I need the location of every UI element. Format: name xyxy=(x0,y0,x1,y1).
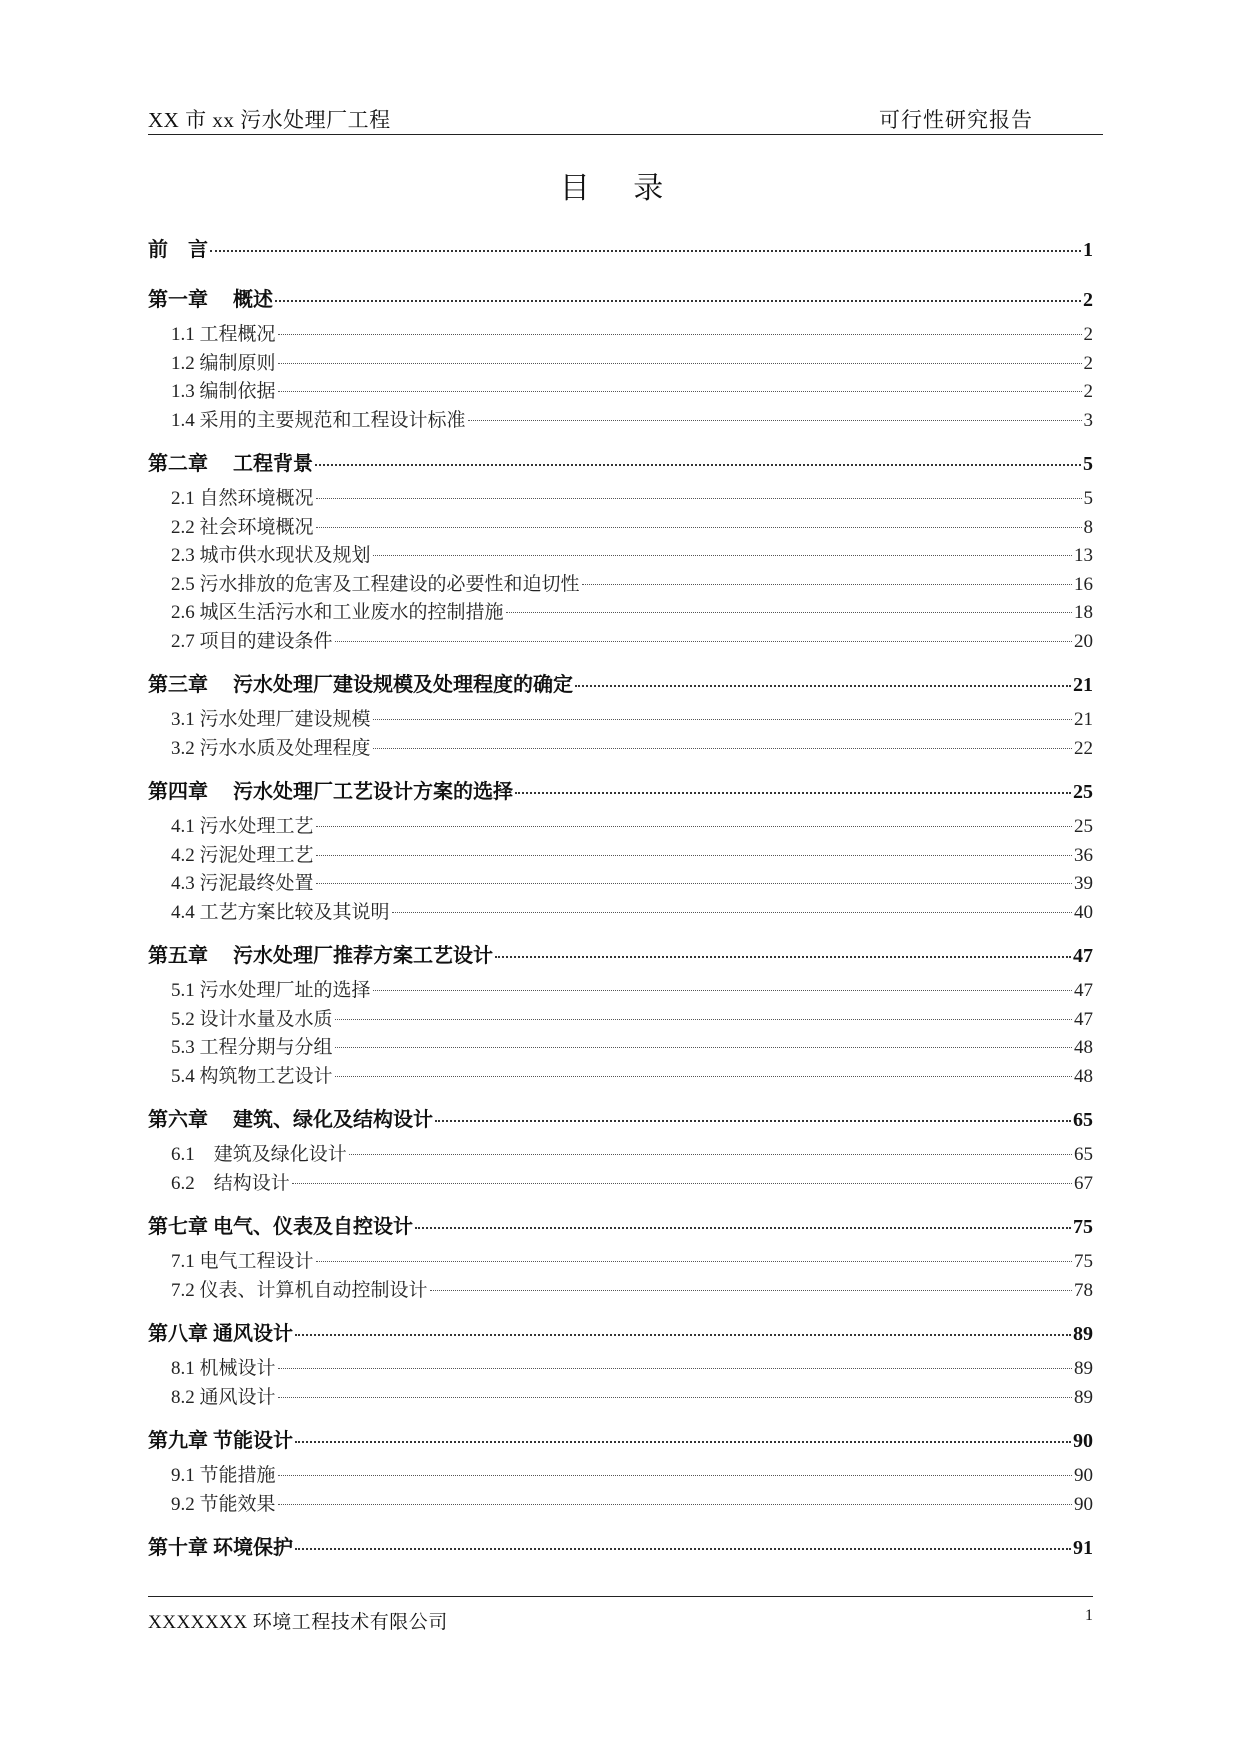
toc-title: 目 录 xyxy=(559,172,682,205)
dot-leader xyxy=(278,1503,1072,1505)
dot-leader xyxy=(278,333,1082,335)
toc-section-entry[interactable] xyxy=(148,350,1093,379)
toc-entry-label: 1.2 编制原则 xyxy=(171,352,276,374)
dot-leader xyxy=(415,1226,1071,1229)
toc-entry-label: 7.2 仪表、计算机自动控制设计 xyxy=(171,1279,428,1301)
toc-entry-label: 第三章 污水处理厂建设规模及处理程度的确定 xyxy=(148,674,573,696)
toc-entry-page: 2 xyxy=(1083,381,1093,402)
toc-chapter-entry[interactable] xyxy=(148,1313,1093,1355)
toc-section-entry[interactable] xyxy=(148,571,1093,600)
dot-leader xyxy=(316,526,1082,528)
dot-leader xyxy=(335,1075,1072,1077)
toc-entry-label: 2.2 社会环境概况 xyxy=(171,516,314,538)
toc-entry-page: 36 xyxy=(1074,844,1093,866)
toc-entry-page: 47 xyxy=(1074,1008,1093,1030)
toc-entry-page: 65 xyxy=(1073,1109,1093,1131)
dot-leader xyxy=(278,1367,1072,1369)
toc-entry-label: 8.2 通风设计 xyxy=(171,1386,276,1408)
toc-entry-label: 第四章 污水处理厂工艺设计方案的选择 xyxy=(148,781,513,803)
page-header xyxy=(148,100,1103,135)
toc-section-entry[interactable] xyxy=(148,407,1093,436)
dot-leader xyxy=(373,718,1072,720)
toc-entry-label: 5.4 构筑物工艺设计 xyxy=(171,1065,333,1087)
toc-entry-page: 1 xyxy=(1083,239,1093,261)
toc-chapter-entry[interactable] xyxy=(148,1206,1093,1248)
toc-entry-label: 5.3 工程分期与分组 xyxy=(171,1037,333,1058)
toc-entry-page: 22 xyxy=(1074,737,1093,759)
dot-leader xyxy=(430,1289,1072,1291)
dot-leader xyxy=(316,497,1082,499)
toc-entry-label: 9.2 节能效果 xyxy=(171,1493,276,1515)
toc-section-entry[interactable] xyxy=(148,1170,1093,1199)
dot-leader xyxy=(373,989,1072,991)
dot-leader xyxy=(295,1333,1071,1336)
header-project-title: XX 市 xx 污水处理厂工程 xyxy=(148,108,391,132)
toc-section-entry[interactable] xyxy=(148,599,1093,628)
toc-entry-page: 90 xyxy=(1074,1465,1093,1486)
toc-entry-page: 89 xyxy=(1074,1358,1093,1379)
toc-entry-label: 第一章 概述 xyxy=(148,289,273,311)
toc-section-entry[interactable] xyxy=(148,1063,1093,1092)
dot-leader xyxy=(295,1547,1071,1550)
toc-chapter-entry[interactable] xyxy=(148,1527,1093,1569)
toc-entry-page: 39 xyxy=(1074,873,1093,894)
dot-leader xyxy=(373,747,1072,749)
toc-entry-label: 2.6 城区生活污水和工业废水的控制措施 xyxy=(171,602,504,623)
toc-entry-page: 75 xyxy=(1074,1251,1093,1272)
toc-entry-label: 6.1 建筑及绿化设计 xyxy=(171,1144,347,1165)
toc-entry-label: 4.1 污水处理工艺 xyxy=(171,816,314,837)
table-of-contents xyxy=(148,229,1093,1569)
toc-chapter-entry[interactable] xyxy=(148,279,1093,321)
toc-chapter-entry[interactable] xyxy=(148,1420,1093,1462)
toc-section-entry[interactable] xyxy=(148,514,1093,543)
toc-entry-label: 第八章 通风设计 xyxy=(148,1323,293,1345)
toc-section-entry[interactable] xyxy=(148,977,1093,1006)
toc-entry-label: 第二章 工程背景 xyxy=(148,453,313,475)
toc-section-entry[interactable] xyxy=(148,1355,1093,1384)
toc-entry-label: 第七章 电气、仪表及自控设计 xyxy=(148,1216,413,1238)
toc-entry-page: 48 xyxy=(1074,1065,1093,1087)
toc-entry-page: 78 xyxy=(1074,1279,1093,1301)
toc-entry-label: 4.3 污泥最终处置 xyxy=(171,873,314,894)
toc-section-entry[interactable] xyxy=(148,870,1093,899)
toc-entry-label: 3.2 污水水质及处理程度 xyxy=(171,737,371,759)
toc-section-entry[interactable] xyxy=(148,1462,1093,1491)
toc-entry-label: 9.1 节能措施 xyxy=(171,1465,276,1486)
dot-leader xyxy=(435,1119,1071,1122)
toc-entry-page: 2 xyxy=(1083,352,1093,374)
dot-leader xyxy=(295,1440,1071,1443)
toc-section-entry[interactable] xyxy=(148,1384,1093,1413)
dot-leader xyxy=(349,1153,1072,1155)
toc-entry-label: 2.5 污水排放的危害及工程建设的必要性和迫切性 xyxy=(171,573,580,595)
toc-entry-page: 91 xyxy=(1073,1537,1093,1559)
toc-entry-page: 20 xyxy=(1074,630,1093,652)
toc-section-entry[interactable] xyxy=(148,1277,1093,1306)
toc-section-entry[interactable] xyxy=(148,899,1093,928)
dot-leader xyxy=(506,611,1072,613)
dot-leader xyxy=(515,791,1071,794)
footer-company: XXXXXXX 环境工程技术有限公司 xyxy=(148,1612,448,1633)
dot-leader xyxy=(316,1260,1072,1262)
toc-entry-page: 18 xyxy=(1074,602,1093,623)
dot-leader xyxy=(335,1018,1072,1020)
toc-chapter-entry[interactable] xyxy=(148,664,1093,706)
toc-entry-label: 5.2 设计水量及水质 xyxy=(171,1008,333,1030)
toc-entry-label: 2.3 城市供水现状及规划 xyxy=(171,545,371,566)
toc-entry-page: 5 xyxy=(1083,453,1093,475)
toc-section-entry[interactable] xyxy=(148,485,1093,514)
dot-leader xyxy=(392,911,1072,913)
dot-leader xyxy=(292,1182,1072,1184)
toc-chapter-entry[interactable] xyxy=(148,771,1093,813)
dot-leader xyxy=(278,1396,1072,1398)
toc-chapter-entry[interactable] xyxy=(148,935,1093,977)
toc-entry-page: 67 xyxy=(1074,1172,1093,1194)
toc-entry-label: 6.2 结构设计 xyxy=(171,1172,290,1194)
toc-entry-page: 65 xyxy=(1074,1144,1093,1165)
toc-entry-page: 3 xyxy=(1083,409,1093,431)
dot-leader xyxy=(335,640,1072,642)
toc-entry-label: 1.1 工程概况 xyxy=(171,324,276,345)
toc-section-entry[interactable] xyxy=(148,1248,1093,1277)
dot-leader xyxy=(316,825,1072,827)
toc-entry-label: 2.7 项目的建设条件 xyxy=(171,630,333,652)
toc-section-entry[interactable] xyxy=(148,378,1093,407)
toc-section-entry[interactable] xyxy=(148,1034,1093,1063)
toc-chapter-entry[interactable] xyxy=(148,1099,1093,1141)
toc-entry-label: 前 言 xyxy=(148,239,208,261)
toc-entry-page: 16 xyxy=(1074,573,1093,595)
toc-section-entry[interactable] xyxy=(148,1491,1093,1520)
toc-section-entry[interactable] xyxy=(148,542,1093,571)
toc-entry-label: 第五章 污水处理厂推荐方案工艺设计 xyxy=(148,945,493,967)
toc-entry-page: 25 xyxy=(1073,781,1093,803)
toc-section-entry[interactable] xyxy=(148,842,1093,871)
dot-leader xyxy=(582,583,1072,585)
toc-entry-page: 5 xyxy=(1083,488,1093,509)
dot-leader xyxy=(210,249,1081,252)
toc-section-entry[interactable] xyxy=(148,1006,1093,1035)
header-report-type: 可行性研究报告 xyxy=(879,108,1033,132)
dot-leader xyxy=(373,554,1072,556)
dot-leader xyxy=(278,1474,1072,1476)
toc-chapter-entry[interactable] xyxy=(148,229,1093,271)
toc-entry-page: 21 xyxy=(1074,709,1093,730)
toc-section-entry[interactable] xyxy=(148,813,1093,842)
page-footer xyxy=(148,1596,1093,1637)
toc-entry-label: 7.1 电气工程设计 xyxy=(171,1251,314,1272)
toc-entry-label: 第六章 建筑、绿化及结构设计 xyxy=(148,1109,433,1131)
toc-entry-page: 21 xyxy=(1073,674,1093,696)
toc-entry-label: 2.1 自然环境概况 xyxy=(171,488,314,509)
toc-entry-label: 3.1 污水处理厂建设规模 xyxy=(171,709,371,730)
toc-entry-label: 第十章 环境保护 xyxy=(148,1537,293,1559)
toc-entry-label: 1.4 采用的主要规范和工程设计标准 xyxy=(171,409,466,431)
toc-chapter-entry[interactable] xyxy=(148,443,1093,485)
dot-leader xyxy=(278,390,1082,392)
dot-leader xyxy=(315,463,1081,466)
toc-entry-page: 47 xyxy=(1074,980,1093,1001)
toc-section-entry[interactable] xyxy=(148,1141,1093,1170)
dot-leader xyxy=(316,882,1072,884)
toc-entry-label: 5.1 污水处理厂址的选择 xyxy=(171,980,371,1001)
toc-entry-page: 90 xyxy=(1074,1493,1093,1515)
toc-entry-label: 8.1 机械设计 xyxy=(171,1358,276,1379)
toc-entry-page: 89 xyxy=(1074,1386,1093,1408)
toc-entry-page: 40 xyxy=(1074,901,1093,923)
toc-section-entry[interactable] xyxy=(148,735,1093,764)
dot-leader xyxy=(575,684,1071,687)
dot-leader xyxy=(316,854,1072,856)
toc-entry-page: 2 xyxy=(1083,289,1093,311)
toc-entry-page: 2 xyxy=(1083,324,1093,345)
toc-entry-label: 1.3 编制依据 xyxy=(171,381,276,402)
toc-entry-label: 4.4 工艺方案比较及其说明 xyxy=(171,901,390,923)
toc-entry-label: 4.2 污泥处理工艺 xyxy=(171,844,314,866)
footer-page-number: 1 xyxy=(1085,1607,1093,1624)
dot-leader xyxy=(335,1046,1072,1048)
toc-entry-page: 47 xyxy=(1073,945,1093,967)
toc-entry-page: 89 xyxy=(1073,1323,1093,1345)
toc-entry-page: 8 xyxy=(1083,516,1093,538)
toc-section-entry[interactable] xyxy=(148,321,1093,350)
toc-section-entry[interactable] xyxy=(148,706,1093,735)
toc-entry-page: 25 xyxy=(1074,816,1093,837)
dot-leader xyxy=(278,362,1082,364)
toc-entry-page: 48 xyxy=(1074,1037,1093,1058)
toc-entry-page: 13 xyxy=(1074,545,1093,566)
toc-entry-page: 90 xyxy=(1073,1430,1093,1452)
toc-section-entry[interactable] xyxy=(148,628,1093,657)
toc-entry-label: 第九章 节能设计 xyxy=(148,1430,293,1452)
dot-leader xyxy=(468,419,1082,421)
dot-leader xyxy=(275,299,1081,302)
dot-leader xyxy=(495,955,1071,958)
toc-entry-page: 75 xyxy=(1073,1216,1093,1238)
